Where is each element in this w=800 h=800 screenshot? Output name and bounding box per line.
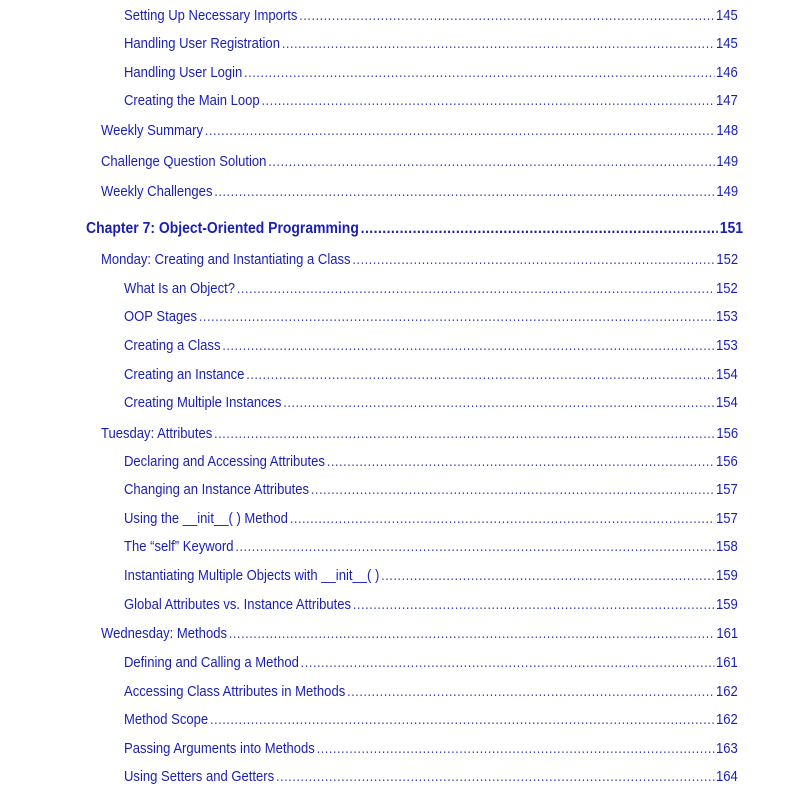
toc-entry-title[interactable]: Instantiating Multiple Objects with __init__( ) (124, 568, 380, 584)
toc-entry[interactable] (124, 337, 738, 355)
toc-entry[interactable] (124, 510, 738, 528)
dot-leader (268, 153, 714, 171)
dot-leader (317, 740, 715, 758)
toc-entry-page-number[interactable]: 162 (716, 684, 738, 700)
toc-entry[interactable] (101, 425, 738, 443)
dot-leader (214, 425, 715, 443)
dot-leader (311, 481, 714, 499)
dot-leader (381, 567, 714, 585)
toc-entry-page-number[interactable]: 157 (716, 511, 738, 527)
dot-leader (347, 683, 714, 701)
toc-entry-page-number[interactable]: 164 (716, 769, 738, 785)
dot-leader (246, 366, 714, 384)
dot-leader (235, 538, 714, 556)
toc-entry[interactable] (124, 7, 738, 25)
dot-leader (199, 308, 714, 326)
toc-entry-page-number[interactable]: 154 (716, 367, 738, 383)
dot-leader (244, 64, 714, 82)
toc-entry[interactable] (101, 122, 738, 140)
toc-entry-title[interactable]: Tuesday: Attributes (101, 426, 213, 442)
toc-entry-title[interactable]: Using Setters and Getters (124, 769, 275, 785)
toc-entry[interactable] (101, 625, 738, 643)
toc-entry-title[interactable]: Challenge Question Solution (101, 154, 267, 170)
toc-entry-page-number[interactable]: 149 (716, 184, 739, 200)
dot-leader (282, 35, 714, 53)
dot-leader (205, 122, 715, 140)
toc-entry-title[interactable]: Weekly Summary (101, 123, 204, 139)
toc-entry[interactable] (124, 308, 738, 326)
toc-entry-page-number[interactable]: 161 (716, 626, 739, 642)
toc-entry[interactable] (124, 481, 738, 499)
toc-entry-page-number[interactable]: 145 (716, 8, 738, 24)
toc-entry[interactable] (101, 251, 738, 269)
toc-entry[interactable] (124, 683, 738, 701)
toc-entry[interactable] (124, 740, 738, 758)
dot-leader (352, 251, 714, 269)
dot-leader (237, 280, 714, 298)
toc-entry-page-number[interactable]: 162 (716, 712, 738, 728)
toc-entry[interactable] (124, 280, 738, 298)
toc-entry-title[interactable]: Declaring and Accessing Attributes (124, 454, 325, 470)
toc-entry-page-number[interactable]: 145 (716, 36, 738, 52)
toc-entry-title[interactable]: Changing an Instance Attributes (124, 482, 310, 498)
toc-entry-title[interactable]: Creating Multiple Instances (124, 395, 282, 411)
toc-entry-title[interactable]: Accessing Class Attributes in Methods (124, 684, 346, 700)
toc-entry-page-number[interactable]: 151 (719, 220, 743, 237)
toc-entry-page-number[interactable]: 159 (716, 597, 738, 613)
dot-leader (299, 7, 714, 25)
toc-entry-title[interactable]: Wednesday: Methods (101, 626, 227, 642)
toc-entry-title[interactable]: Creating a Class (124, 338, 221, 354)
toc-entry-page-number[interactable]: 158 (716, 539, 738, 555)
toc-entry-title[interactable]: Monday: Creating and Instantiating a Class (101, 252, 351, 268)
toc-entry-page-number[interactable]: 149 (716, 154, 739, 170)
dot-leader (229, 625, 715, 643)
toc-entry-title[interactable]: What Is an Object? (124, 281, 235, 297)
toc-entry[interactable] (124, 92, 738, 110)
toc-entry-page-number[interactable]: 163 (716, 741, 738, 757)
dot-leader (301, 654, 715, 672)
toc-entry-title[interactable]: Creating the Main Loop (124, 93, 260, 109)
toc-entry-title[interactable]: Setting Up Necessary Imports (124, 8, 298, 24)
toc-entry-title[interactable]: Global Attributes vs. Instance Attributes (124, 597, 352, 613)
toc-entry-page-number[interactable]: 153 (716, 309, 738, 325)
dot-leader (261, 92, 714, 110)
toc-entry[interactable] (124, 35, 738, 53)
toc-entry[interactable] (101, 153, 738, 171)
toc-entry-page-number[interactable]: 152 (716, 281, 738, 297)
dot-leader (214, 183, 714, 201)
toc-entry[interactable] (124, 64, 738, 82)
toc-entry-title[interactable]: Passing Arguments into Methods (124, 741, 315, 757)
toc-entry-title[interactable]: Creating an Instance (124, 367, 245, 383)
toc-entry[interactable] (124, 538, 738, 556)
toc-entry[interactable] (101, 183, 738, 201)
toc-entry[interactable] (124, 768, 738, 786)
toc-entry[interactable] (124, 394, 738, 412)
toc-entry[interactable] (124, 654, 738, 672)
toc-entry[interactable] (124, 567, 738, 585)
toc-entry-title[interactable]: Chapter 7: Object-Oriented Programming (86, 220, 359, 237)
toc-entry-page-number[interactable]: 157 (716, 482, 738, 498)
toc-entry-page-number[interactable]: 161 (716, 655, 738, 671)
toc-entry-page-number[interactable]: 156 (716, 426, 739, 442)
dot-leader (210, 711, 714, 729)
toc-entry-title[interactable]: Weekly Challenges (101, 184, 213, 200)
toc-entry-page-number[interactable]: 156 (716, 454, 738, 470)
toc-entry-title[interactable]: Handling User Login (124, 65, 243, 81)
toc-entry-title[interactable]: Method Scope (124, 712, 209, 728)
toc-entry-title[interactable]: Defining and Calling a Method (124, 655, 299, 671)
toc-chapter-entry[interactable] (86, 220, 743, 238)
toc-entry-page-number[interactable]: 159 (716, 568, 738, 584)
toc-entry[interactable] (124, 366, 738, 384)
dot-leader (361, 220, 718, 238)
toc-entry[interactable] (124, 711, 738, 729)
toc-entry-page-number[interactable]: 152 (716, 252, 739, 268)
toc-entry-title[interactable]: Using the __init__( ) Method (124, 511, 288, 527)
toc-entry-title[interactable]: The “self” Keyword (124, 539, 234, 555)
dot-leader (222, 337, 714, 355)
toc-entry-page-number[interactable]: 154 (716, 395, 738, 411)
toc-entry-page-number[interactable]: 148 (716, 123, 739, 139)
dot-leader (283, 394, 714, 412)
toc-entry-page-number[interactable]: 153 (716, 338, 738, 354)
toc-entry-page-number[interactable]: 147 (716, 93, 738, 109)
dot-leader (327, 453, 714, 471)
dot-leader (290, 510, 714, 528)
toc-entry-page-number[interactable]: 146 (716, 65, 738, 81)
toc-entry[interactable] (124, 453, 738, 471)
dot-leader (276, 768, 714, 786)
toc-entry-title[interactable]: OOP Stages (124, 309, 198, 325)
toc-entry-title[interactable]: Handling User Registration (124, 36, 280, 52)
toc-entry[interactable] (124, 596, 738, 614)
dot-leader (353, 596, 714, 614)
